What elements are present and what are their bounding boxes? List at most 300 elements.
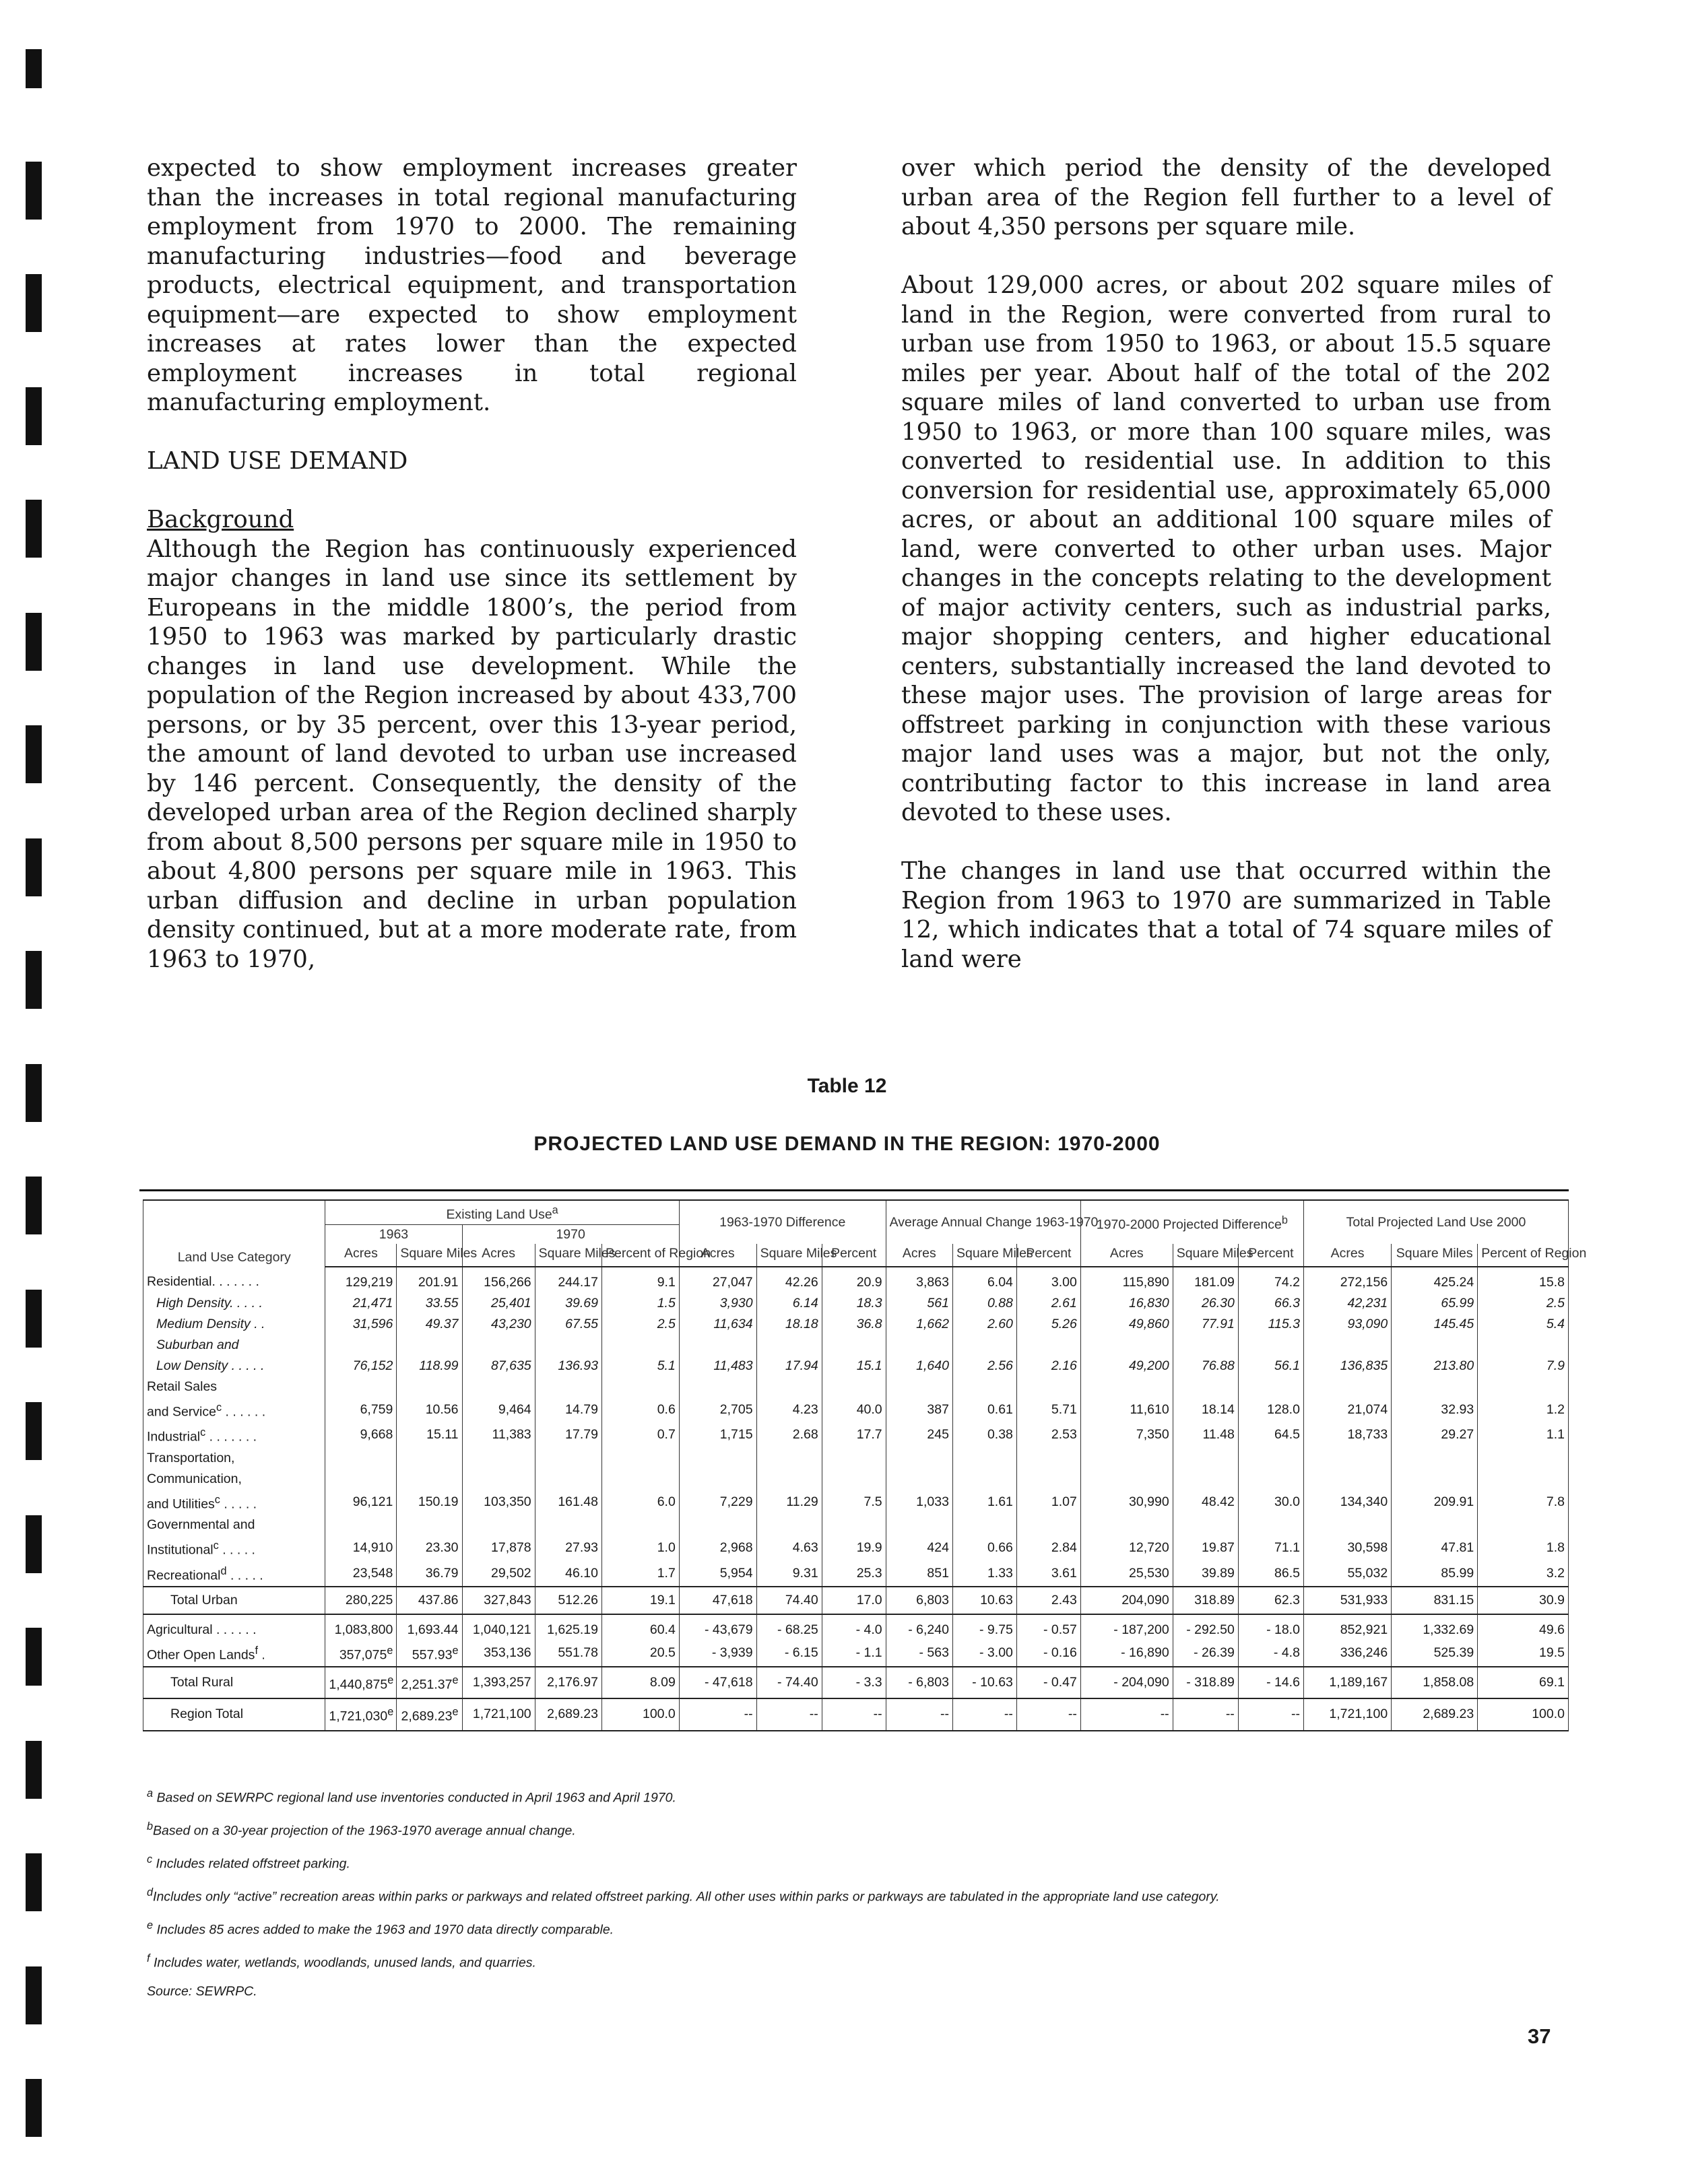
table-cell [952,1335,1016,1356]
cell-value: 76.88 [1202,1358,1235,1373]
cell-value: 1,662 [916,1316,949,1331]
col-square-miles: Square Miles [535,1244,601,1267]
table-cell [397,1561,462,1587]
table-cell [1238,1641,1303,1667]
table-cell [397,1490,462,1515]
cell-value: 2.61 [1051,1295,1077,1311]
cell-value: 1,693.44 [407,1622,459,1637]
table-cell [886,1293,952,1314]
table-cell [1478,1667,1569,1699]
header-projected [1080,1200,1303,1244]
binding-mark [26,1966,42,2024]
table-cell [1238,1293,1303,1314]
cell-value: 136,835 [1340,1358,1388,1373]
cell-value: 15.1 [856,1358,882,1373]
table-cell [1173,1515,1238,1535]
table-cell [886,1377,952,1397]
table-cell [756,1667,822,1699]
table-cell [1080,1587,1173,1614]
category-text: Agricultural . . . . . . [147,1622,257,1637]
footnote-mark: e [452,1674,459,1686]
cell-value: 201.91 [418,1274,459,1290]
table-cell [756,1490,822,1515]
table-cell [1173,1469,1238,1490]
table-cell [397,1356,462,1377]
table-row [143,1293,1569,1314]
table-cell [462,1667,535,1699]
cell-value: 21,471 [352,1295,393,1311]
table-cell [952,1587,1016,1614]
cell-value: 71.1 [1274,1540,1300,1556]
table-cell [1392,1469,1478,1490]
cell-value: 1.7 [657,1565,676,1581]
cell-value: 2,689.23 [401,1709,453,1724]
cell-value: 2.43 [1051,1593,1077,1608]
cell-value: 2,176.97 [547,1674,598,1690]
cell-value: 100.0 [642,1707,676,1722]
table-cell [397,1587,462,1614]
table-cell [462,1448,535,1469]
table-title: PROJECTED LAND USE DEMAND IN THE REGION: 1970-2000 [533,1133,1161,1155]
table-cell [679,1397,756,1423]
category-text: Industrial [147,1429,201,1445]
table-cell [679,1267,756,1293]
cell-value: 26.30 [1202,1295,1235,1311]
table-row [143,1698,1569,1731]
table-cell [397,1448,462,1469]
table-cell [1080,1293,1173,1314]
binding-mark [26,1628,42,1686]
table-cell [1392,1335,1478,1356]
table-cell [1080,1397,1173,1423]
table-cell [1478,1293,1569,1314]
annual-header-label: Average Annual Change 1963-1970 [889,1214,1099,1230]
leader-dots: . . . . . . . [205,1429,257,1445]
cell-value: 19.1 [649,1593,676,1608]
table-cell [462,1490,535,1515]
table-cell [535,1469,601,1490]
row-category-label [143,1535,325,1561]
table-cell [952,1535,1016,1561]
row-category-label [143,1515,325,1535]
table-cell [886,1397,952,1423]
cell-value: 128.0 [1267,1401,1300,1417]
table-cell [822,1535,886,1561]
table-cell [1392,1422,1478,1448]
cell-value: 65.99 [1441,1295,1474,1311]
cell-value: - 18.0 [1266,1622,1300,1637]
binding-mark [26,1177,42,1234]
cell-value: 161.48 [558,1494,598,1509]
table-cell [952,1356,1016,1377]
table-cell [325,1535,397,1561]
table-cell [756,1422,822,1448]
table-cell [325,1356,397,1377]
land-use-table [143,1199,1587,1731]
table-row [143,1641,1569,1667]
cell-value: 11,483 [713,1358,753,1373]
table-cell [1392,1535,1478,1561]
header-existing [325,1200,679,1224]
cell-value: 39.69 [565,1295,598,1311]
cell-value: 36.79 [425,1565,459,1581]
table-cell [886,1314,952,1335]
table-cell [952,1641,1016,1667]
cell-value: - 204,090 [1113,1674,1169,1690]
cell-value: 1,393,257 [472,1674,531,1690]
table-cell [1080,1335,1173,1356]
table-cell [1080,1641,1173,1667]
cell-value: 27.93 [565,1540,598,1556]
row-category-label [143,1397,325,1423]
cell-value: 66.3 [1274,1295,1300,1311]
table-cell [1080,1422,1173,1448]
header-difference [679,1200,886,1244]
cell-value: -- [1068,1707,1077,1722]
table-cell [1392,1314,1478,1335]
cell-value: 11.29 [786,1494,818,1509]
footnote-mark: e [387,1674,394,1686]
table-cell [1392,1448,1478,1469]
table-cell [952,1314,1016,1335]
table-cell [756,1314,822,1335]
cell-value: 0.7 [657,1427,676,1443]
table-row [143,1267,1569,1293]
binding-mark [26,2079,42,2137]
table-cell [822,1561,886,1587]
cell-value: 5.1 [657,1358,676,1373]
table-cell [1016,1515,1080,1535]
table-cell [535,1314,601,1335]
table-cell [462,1267,535,1293]
table-cell [1238,1377,1303,1397]
table-cell [601,1422,679,1448]
table-cell [1478,1356,1569,1377]
table-cell [535,1448,601,1469]
cell-value: 49,200 [1129,1358,1169,1373]
section-heading: LAND USE DEMAND [147,447,408,475]
table-cell [1173,1561,1238,1587]
table-cell [1478,1397,1569,1423]
cell-value: 76,152 [352,1358,393,1373]
table-cell [679,1422,756,1448]
cell-value: 2.68 [792,1427,818,1443]
row-category-label [143,1490,325,1515]
table-cell [1173,1335,1238,1356]
table-cell [601,1641,679,1667]
table-cell [325,1335,397,1356]
cell-value: 4.63 [792,1540,818,1556]
cell-value: 557.93 [412,1647,453,1663]
table-cell [601,1267,679,1293]
cell-value: 531,933 [1340,1593,1388,1608]
cell-value: 1.1 [1546,1427,1565,1443]
cell-value: 11.48 [1202,1427,1235,1443]
table-cell [535,1698,601,1731]
table-cell [756,1614,822,1641]
cell-value: 87,635 [491,1358,531,1373]
cell-value: 1,640 [916,1358,949,1373]
category-text: Institutional [147,1542,214,1558]
table-cell [1238,1561,1303,1587]
cell-value: 145.45 [1433,1316,1474,1331]
leader-dots: . . . . . . [222,1404,266,1419]
table-cell [1016,1535,1080,1561]
table-cell [1303,1448,1391,1469]
footnote-mark: e [452,1706,459,1718]
table-cell [325,1314,397,1335]
cell-value: 6,803 [916,1593,949,1608]
cell-value: 150.19 [418,1494,459,1509]
category-text: Other Open Lands [147,1647,255,1663]
cell-value: 209.91 [1433,1494,1474,1509]
footnote-mark: b [147,1820,154,1832]
table-cell [756,1587,822,1614]
table-cell [1173,1356,1238,1377]
cell-value: 6,759 [360,1401,393,1417]
table-cell [679,1587,756,1614]
table-cell [1478,1469,1569,1490]
footnote-mark: c [147,1853,153,1865]
header-1963: 1963 [325,1224,462,1244]
table-cell [1080,1667,1173,1699]
footnote-text: Includes related offstreet parking. [156,1856,350,1872]
table-cell [1392,1698,1478,1731]
cell-value: 6.14 [792,1295,818,1311]
table-cell [1392,1356,1478,1377]
table-cell [1478,1314,1569,1335]
cell-value: 12,720 [1129,1540,1169,1556]
left-text-column [147,154,797,1003]
table-cell [1080,1535,1173,1561]
category-text: Low Density . . . . . [156,1358,265,1373]
cell-value: 7.9 [1546,1358,1565,1373]
table-cell [397,1515,462,1535]
table-cell [952,1515,1016,1535]
table-cell [601,1314,679,1335]
table-cell [1478,1267,1569,1293]
cell-value: 6.04 [987,1274,1013,1290]
binding-mark [26,49,42,88]
table-cell [886,1641,952,1667]
table-cell [679,1535,756,1561]
row-category-label [143,1422,325,1448]
cell-value: 17.79 [565,1427,598,1443]
right-text-column [901,154,1551,1003]
binding-mark [26,274,42,332]
cell-value: 30.0 [1274,1494,1300,1509]
table-cell [1238,1448,1303,1469]
cell-value: 20.5 [649,1645,676,1661]
table-cell [1303,1698,1391,1731]
col-square-miles: Square Miles [952,1244,1016,1267]
cell-value: 17.0 [856,1593,882,1608]
table-cell [325,1641,397,1667]
row-category-label [143,1561,325,1587]
table-cell [1392,1515,1478,1535]
cell-value: 62.3 [1274,1593,1300,1608]
cell-value: 96,121 [352,1494,393,1509]
cell-value: 2.84 [1051,1540,1077,1556]
table-cell [1478,1561,1569,1587]
table-cell [1173,1397,1238,1423]
table-cell [886,1561,952,1587]
cell-value: 9.31 [792,1565,818,1581]
table-cell [397,1377,462,1397]
table-footnotes [147,1783,1595,2014]
cell-value: 204,090 [1121,1593,1169,1608]
paragraph: expected to show employment increases greater than the increases in total regional manufacturing employment from 1970 to 2000. The remaining manufacturing industries—food and beverage products, electrical equipment, and transportation equipment—are expected to show employment increases at rates lower than the expected employment increases in total regional manufacturing employment. [147,154,797,416]
cell-value: 9,464 [498,1401,531,1417]
cell-value: 30,990 [1129,1494,1169,1509]
cell-value: - 74.40 [777,1674,818,1690]
table-row [143,1515,1569,1535]
row-category-label [143,1356,325,1377]
table-cell [1303,1293,1391,1314]
footnote-text: Includes water, wetlands, woodlands, unused lands, and quarries. [153,1955,536,1971]
table-cell [535,1614,601,1641]
table-cell [1303,1614,1391,1641]
table-cell [756,1335,822,1356]
cell-value: 17.94 [785,1358,818,1373]
table-cell [822,1641,886,1667]
table-cell [1392,1293,1478,1314]
table-cell [952,1469,1016,1490]
table-cell [462,1515,535,1535]
cell-value: 2.60 [987,1316,1013,1331]
table-row [143,1490,1569,1515]
cell-value: 831.15 [1433,1593,1474,1608]
cell-value: 19.87 [1202,1540,1235,1556]
table-cell [756,1535,822,1561]
cell-value: 1,715 [719,1427,753,1443]
cell-value: 4.23 [792,1401,818,1417]
table-cell [756,1293,822,1314]
table-cell [325,1293,397,1314]
table-cell [601,1515,679,1535]
cell-value: 1.07 [1051,1494,1077,1509]
header-category [143,1200,325,1267]
table-cell [952,1667,1016,1699]
row-category-label [143,1448,325,1469]
cell-value: 1.5 [657,1295,676,1311]
table-cell [1238,1587,1303,1614]
table-cell [952,1422,1016,1448]
cell-value: 115,890 [1122,1274,1169,1290]
table-cell [679,1698,756,1731]
cell-value: 74.2 [1274,1274,1300,1290]
table-cell [397,1335,462,1356]
footnote-mark: c [200,1426,206,1438]
cell-value: - 4.8 [1273,1645,1300,1661]
cell-value: 244.17 [558,1274,598,1290]
binding-mark [26,1741,42,1799]
table-number: Table 12 [807,1075,887,1097]
cell-value: - 0.16 [1043,1645,1077,1661]
binding-mark [26,951,42,1009]
cell-value: 14,910 [352,1540,393,1556]
table-cell [1173,1641,1238,1667]
cell-value: 11,383 [492,1427,531,1443]
table-cell [1016,1422,1080,1448]
table-cell [1238,1490,1303,1515]
cell-value: - 9.75 [979,1622,1013,1637]
table-cell [1238,1335,1303,1356]
table-cell [1392,1397,1478,1423]
header-total-projected [1303,1200,1568,1244]
table-cell [325,1490,397,1515]
table-cell [1016,1293,1080,1314]
table-cell [1173,1422,1238,1448]
cell-value: 1,440,875 [329,1677,388,1692]
table-cell [1016,1469,1080,1490]
table-cell [822,1314,886,1335]
cell-value: 318.89 [1194,1593,1235,1608]
table-cell [952,1397,1016,1423]
row-category-label [143,1377,325,1397]
row-category-label [143,1698,325,1731]
table-cell [1016,1490,1080,1515]
total-projected-header-label: Total Projected Land Use 2000 [1346,1214,1526,1230]
table-cell [601,1335,679,1356]
cell-value: 6.0 [657,1494,676,1509]
table-cell [1238,1422,1303,1448]
footnote [147,1882,1595,1915]
footnote-mark: c [213,1540,219,1552]
table-row [143,1535,1569,1561]
cell-value: 1,332.69 [1423,1622,1474,1637]
table-cell [822,1667,886,1699]
table-row [143,1314,1569,1335]
cell-value: 1,721,100 [1329,1707,1388,1722]
table-cell [886,1515,952,1535]
table-cell [822,1614,886,1641]
table-cell [1478,1698,1569,1731]
table-row [143,1356,1569,1377]
table-cell [1303,1422,1391,1448]
cell-value: 280,225 [345,1593,393,1608]
table-cell [535,1293,601,1314]
cell-value: 49.6 [1539,1622,1565,1637]
cell-value: 1,083,800 [334,1622,393,1637]
cell-value: 5.26 [1051,1316,1077,1331]
binding-mark [26,838,42,896]
table-cell [1392,1561,1478,1587]
table-cell [679,1335,756,1356]
cell-value: 2,705 [719,1401,753,1417]
cell-value: - 6.15 [784,1645,818,1661]
table-cell [535,1397,601,1423]
table-cell [756,1448,822,1469]
cell-value: 7.5 [864,1494,882,1509]
cell-value: 852,921 [1340,1622,1388,1637]
cell-value: 85.99 [1441,1565,1474,1581]
cell-value: 30,598 [1347,1540,1388,1556]
table-cell [535,1515,601,1535]
cell-value: 25,401 [491,1295,531,1311]
cell-value: 512.26 [558,1593,598,1608]
table-cell [1173,1314,1238,1335]
cell-value: 14.79 [565,1401,598,1417]
table-cell [1303,1314,1391,1335]
cell-value: 2.53 [1051,1427,1077,1443]
cell-value: - 563 [919,1645,949,1661]
table-cell [822,1335,886,1356]
cell-value: 1,721,030 [329,1709,388,1724]
table-cell [952,1293,1016,1314]
row-category-label [143,1641,325,1667]
table-cell [679,1515,756,1535]
